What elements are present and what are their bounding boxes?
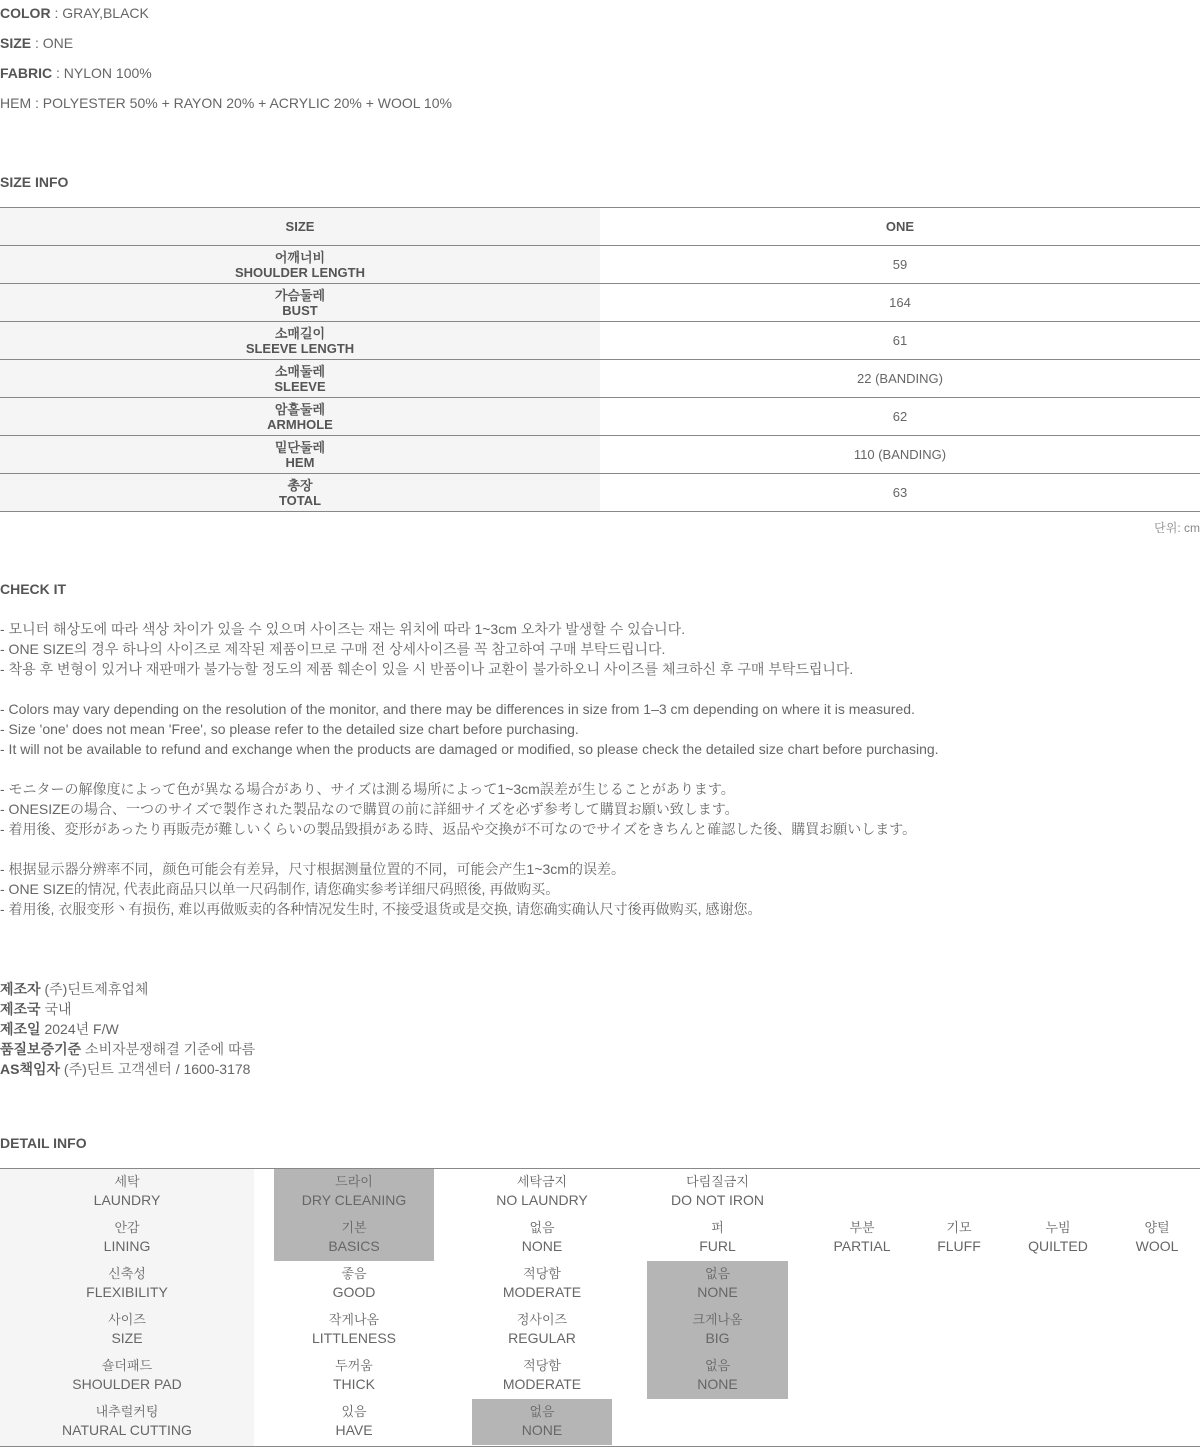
size-row-label-en: HEM xyxy=(285,454,315,470)
size-row-value: 62 xyxy=(600,398,1200,436)
detail-option: 세탁금지 NO LAUNDRY xyxy=(496,1174,588,1208)
maker-line: 품질보증기준 소비자분쟁해결 기준에 따름 xyxy=(0,1041,256,1057)
detail-row-head: 내추럴커팅 NATURAL CUTTING xyxy=(62,1404,192,1438)
detail-option: 정사이즈 REGULAR xyxy=(508,1312,576,1346)
maker-line: 제조자 (주)딘트제휴업체 xyxy=(0,981,149,997)
notes-chinese xyxy=(0,859,761,919)
detail-option: 크게나옴 BIG xyxy=(647,1307,788,1353)
size-row-label-ko: 밑단둘레 xyxy=(274,439,326,455)
spec-size: SIZE : ONE xyxy=(0,35,74,51)
size-row-label-en: SHOULDER LENGTH xyxy=(235,264,365,280)
size-row-label-en: TOTAL xyxy=(278,492,322,508)
detail-option: 누빔 QUILTED xyxy=(1028,1220,1088,1254)
size-info-title: SIZE INFO xyxy=(0,174,69,190)
size-row-label-ko: 총장 xyxy=(287,477,313,493)
note-line: - It will not be available to refund and exchange when the products are damaged or modified, so please check the detailed size chart before purchasing. xyxy=(0,741,939,757)
size-row-value: 63 xyxy=(600,474,1200,512)
table-row xyxy=(0,474,1200,512)
detail-option: 적당함 MODERATE xyxy=(502,1266,582,1300)
notes-japanese xyxy=(0,779,916,839)
note-line: - 착용 후 변형이 있거나 재판매가 불가능할 정도의 제품 훼손이 있을 시 반품이나 교환이 불가하오니 사이즈를 체크하신 후 구매 부탁드립니다. xyxy=(0,661,854,677)
detail-row-head: 안감 LINING xyxy=(103,1220,151,1254)
table-row xyxy=(0,360,1200,398)
table-row xyxy=(0,284,1200,322)
size-row-value: 164 xyxy=(600,284,1200,322)
size-row-label-ko: 소매둘레 xyxy=(274,363,326,379)
size-row-label-ko: 소매길이 xyxy=(274,325,326,341)
detail-option: 양털 WOOL xyxy=(1135,1220,1179,1254)
note-line: - ONE SIZE的情况, 代表此商品只以单一尺码制作, 请您确实参考详细尺码照後, 再做购买。 xyxy=(0,881,560,897)
maker-line: 제조국 국내 xyxy=(0,1001,72,1017)
size-row-value: 59 xyxy=(600,246,1200,284)
size-header-value: ONE xyxy=(600,208,1200,246)
maker-line: AS책임자 (주)딘트 고객센터 / 1600-3178 xyxy=(0,1061,251,1077)
size-row-label-ko: 어깨너비 xyxy=(274,249,326,265)
detail-option: 드라이 DRY CLEANING xyxy=(274,1169,434,1215)
size-row-label-en: ARMHOLE xyxy=(267,416,333,432)
detail-option: 없음 NONE xyxy=(521,1220,563,1254)
detail-option: 기본 BASICS xyxy=(274,1215,434,1261)
detail-row-head: 신축성 FLEXIBILITY xyxy=(86,1266,168,1300)
detail-option: 없음 NONE xyxy=(647,1353,788,1399)
spec-fabric: FABRIC : NYLON 100% xyxy=(0,65,152,81)
detail-option: 작게나옴 LITTLENESS xyxy=(311,1312,397,1346)
detail-row-head: 세탁 LAUNDRY xyxy=(93,1174,161,1208)
table-row xyxy=(0,398,1200,436)
note-line: - 着用後, 衣服变形丶有损伤, 难以再做贩卖的各种情况发生时, 不接受退货或是交换, 请您确实确认尺寸後再做购买, 感谢您。 xyxy=(0,901,762,917)
size-row-label-en: SLEEVE LENGTH xyxy=(245,340,355,356)
detail-row-head: 숄더패드 SHOULDER PAD xyxy=(72,1358,182,1392)
detail-option: 다림질금지 DO NOT IRON xyxy=(670,1174,765,1208)
detail-option: 좋음 GOOD xyxy=(332,1266,376,1300)
note-line: - 모니터 해상도에 따라 색상 차이가 있을 수 있으며 사이즈는 재는 위치에 따라 1~3cm 오차가 발생할 수 있습니다. xyxy=(0,621,686,637)
size-table-header xyxy=(0,208,1200,246)
detail-option: 적당함 MODERATE xyxy=(502,1358,582,1392)
spec-hem: HEM : POLYESTER 50% + RAYON 20% + ACRYLIC 20% + WOOL 10% xyxy=(0,95,452,111)
detail-option: 있음 HAVE xyxy=(335,1404,373,1438)
notes-english xyxy=(0,699,939,759)
detail-row-head: 사이즈 SIZE xyxy=(108,1312,146,1346)
size-table xyxy=(0,207,1200,512)
size-header-label: SIZE xyxy=(0,208,600,246)
detail-option: 부분 PARTIAL xyxy=(833,1220,891,1254)
note-line: - モニターの解像度によって色が異なる場合があり、サイズは測る場所によって1~3cm誤差が生じることがあります。 xyxy=(0,781,735,797)
notes-korean xyxy=(0,619,853,679)
size-row-label-en: BUST xyxy=(282,302,318,318)
table-row xyxy=(0,246,1200,284)
detail-option: 없음 NONE xyxy=(647,1261,788,1307)
note-line: - 着用後、変形があったり再販売が難しいくらいの製品毀損がある時、返品や交換が不可なのでサイズをきちんと確認した後、購買お願いします。 xyxy=(0,821,917,837)
note-line: - Colors may vary depending on the resolution of the monitor, and there may be differences in size from 1–3 cm depending on where it is measured. xyxy=(0,701,915,717)
size-row-label-ko: 가슴둘레 xyxy=(274,287,326,303)
maker-line: 제조일 2024년 F/W xyxy=(0,1021,119,1037)
spec-color: COLOR : GRAY,BLACK xyxy=(0,5,149,21)
size-row-label-en: SLEEVE xyxy=(274,378,326,394)
detail-option: 두꺼움 THICK xyxy=(333,1358,375,1392)
size-row-value: 110 (BANDING) xyxy=(600,436,1200,474)
note-line: - ONESIZEの場合、一つのサイズで製作された製品なので購買の前に詳細サイズを必ず参考して購買お願い致します。 xyxy=(0,801,739,817)
detail-option: 없음 NONE xyxy=(472,1399,612,1445)
check-it-title: CHECK IT xyxy=(0,581,67,597)
maker-info xyxy=(0,979,255,1079)
detail-option: 기모 FLUFF xyxy=(937,1220,981,1254)
size-row-value: 61 xyxy=(600,322,1200,360)
detail-info-title: DETAIL INFO xyxy=(0,1135,87,1151)
unit-label: 단위: cm xyxy=(1154,521,1200,535)
table-row xyxy=(0,322,1200,360)
size-row-value: 22 (BANDING) xyxy=(600,360,1200,398)
note-line: - Size 'one' does not mean 'Free', so please refer to the detailed size chart before purchasing. xyxy=(0,721,579,737)
size-row-label-ko: 암홀둘레 xyxy=(274,401,326,417)
table-row xyxy=(0,436,1200,474)
detail-option: 퍼 FURL xyxy=(699,1220,736,1254)
note-line: - 根据显示器分辨率不同，颜色可能会有差异，尺寸根据测量位置的不同，可能会产生1~3cm的误差。 xyxy=(0,861,625,877)
note-line: - ONE SIZE의 경우 하나의 사이즈로 제작된 제품이므로 구매 전 상세사이즈를 꼭 참고하여 구매 부탁드립니다. xyxy=(0,641,666,657)
detail-grid xyxy=(0,1168,1200,1447)
